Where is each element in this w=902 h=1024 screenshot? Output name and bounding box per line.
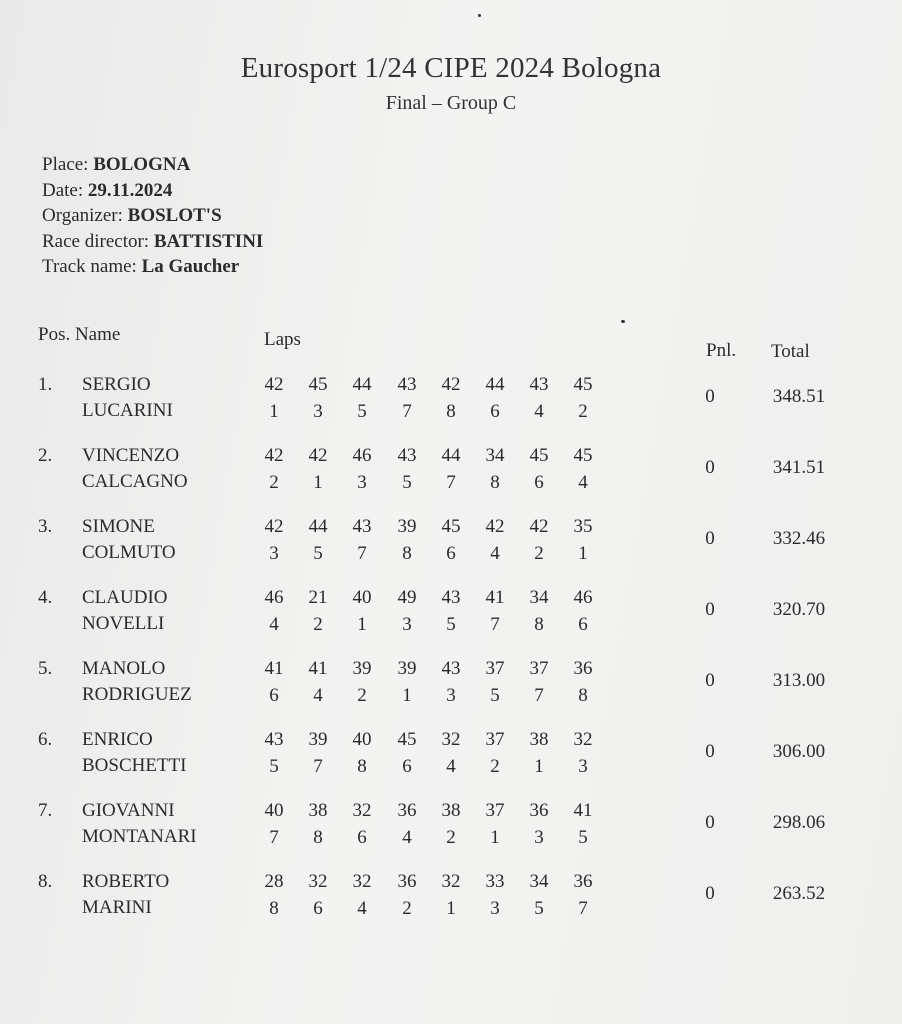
lap-count: 32 (441, 729, 461, 750)
lap-count: 34 (485, 445, 505, 466)
driver-first-name: GIOVANNI (82, 800, 175, 821)
driver-last-name: MARINI (82, 897, 152, 918)
lap-count: 42 (485, 516, 505, 537)
info-value: La Gaucher (141, 256, 240, 277)
lap-count: 44 (352, 374, 372, 395)
lane-number: 2 (402, 898, 412, 919)
lap-count: 42 (264, 374, 284, 395)
result-row (0, 587, 902, 647)
lane-number: 1 (313, 472, 323, 493)
info-organizer (42, 203, 263, 229)
lap-count: 35 (573, 516, 593, 537)
lap-count: 43 (397, 445, 417, 466)
lap-count: 45 (441, 516, 461, 537)
lane-number: 2 (578, 401, 588, 422)
lap-count: 41 (264, 658, 284, 679)
lap-count: 44 (485, 374, 505, 395)
info-label: Place: (42, 154, 94, 175)
total-score: 348.51 (772, 386, 826, 407)
total-score: 341.51 (772, 457, 826, 478)
lap-count: 45 (308, 374, 328, 395)
driver-first-name: SERGIO (82, 374, 151, 395)
column-header-pnl: Pnl. (706, 340, 737, 361)
driver-first-name: VINCENZO (82, 445, 180, 466)
lane-number: 7 (534, 685, 544, 706)
lap-count: 37 (485, 800, 505, 821)
result-row (0, 374, 902, 434)
total-score: 306.00 (772, 741, 826, 762)
info-date (42, 178, 263, 204)
driver-last-name: RODRIGUEZ (82, 684, 192, 705)
lane-number: 4 (402, 827, 412, 848)
driver-last-name: NOVELLI (82, 613, 165, 634)
race-info (42, 152, 263, 280)
lane-number: 6 (534, 472, 544, 493)
position: 8. (38, 871, 53, 892)
penalty: 0 (705, 741, 715, 762)
lap-count: 37 (485, 729, 505, 750)
lap-count: 45 (573, 445, 593, 466)
lap-count: 36 (529, 800, 549, 821)
lap-count: 36 (397, 800, 417, 821)
lap-count: 42 (529, 516, 549, 537)
result-row (0, 516, 902, 576)
lap-count: 46 (352, 445, 372, 466)
paper-speck (621, 320, 625, 323)
lap-count: 49 (397, 587, 417, 608)
lap-count: 45 (397, 729, 417, 750)
lap-count: 43 (352, 516, 372, 537)
lap-count: 36 (573, 871, 593, 892)
lap-count: 43 (264, 729, 284, 750)
lane-number: 2 (269, 472, 279, 493)
driver-first-name: ROBERTO (82, 871, 170, 892)
lane-number: 8 (313, 827, 323, 848)
penalty: 0 (705, 457, 715, 478)
driver-first-name: SIMONE (82, 516, 155, 537)
penalty: 0 (705, 528, 715, 549)
lap-count: 38 (529, 729, 549, 750)
lane-number: 7 (269, 827, 279, 848)
lane-number: 5 (269, 756, 279, 777)
lane-number: 1 (446, 898, 456, 919)
lap-count: 43 (441, 587, 461, 608)
lane-number: 1 (402, 685, 412, 706)
column-header-laps: Laps (264, 329, 301, 350)
info-track-name (42, 254, 263, 280)
driver-first-name: ENRICO (82, 729, 153, 750)
lane-number: 6 (402, 756, 412, 777)
driver-last-name: LUCARINI (82, 400, 173, 421)
lane-number: 4 (357, 898, 367, 919)
lap-count: 37 (485, 658, 505, 679)
lap-count: 34 (529, 587, 549, 608)
lane-number: 7 (490, 614, 500, 635)
lap-count: 44 (441, 445, 461, 466)
lane-number: 4 (534, 401, 544, 422)
total-score: 263.52 (772, 883, 826, 904)
lane-number: 7 (313, 756, 323, 777)
lap-count: 39 (352, 658, 372, 679)
lap-count: 32 (308, 871, 328, 892)
lane-number: 3 (269, 543, 279, 564)
lane-number: 8 (490, 472, 500, 493)
driver-last-name: COLMUTO (82, 542, 176, 563)
driver-first-name: MANOLO (82, 658, 166, 679)
lane-number: 2 (534, 543, 544, 564)
lane-number: 7 (357, 543, 367, 564)
position: 3. (38, 516, 53, 537)
page-title: Eurosport 1/24 CIPE 2024 Bologna (240, 52, 662, 84)
lane-number: 3 (446, 685, 456, 706)
lane-number: 5 (446, 614, 456, 635)
lane-number: 4 (578, 472, 588, 493)
lap-count: 41 (308, 658, 328, 679)
page-subtitle: Final – Group C (385, 92, 517, 114)
lap-count: 39 (308, 729, 328, 750)
penalty: 0 (705, 812, 715, 833)
lane-number: 1 (490, 827, 500, 848)
lane-number: 4 (313, 685, 323, 706)
position: 1. (38, 374, 53, 395)
lap-count: 40 (264, 800, 284, 821)
lap-count: 40 (352, 729, 372, 750)
lane-number: 6 (357, 827, 367, 848)
lap-count: 32 (352, 800, 372, 821)
driver-last-name: MONTANARI (82, 826, 197, 847)
position: 6. (38, 729, 53, 750)
penalty: 0 (705, 883, 715, 904)
lap-count: 39 (397, 516, 417, 537)
lane-number: 3 (490, 898, 500, 919)
position: 5. (38, 658, 53, 679)
lane-number: 7 (446, 472, 456, 493)
lap-count: 33 (485, 871, 505, 892)
lane-number: 5 (357, 401, 367, 422)
position: 7. (38, 800, 53, 821)
lane-number: 8 (269, 898, 279, 919)
lane-number: 2 (357, 685, 367, 706)
lane-number: 2 (490, 756, 500, 777)
lane-number: 5 (313, 543, 323, 564)
lane-number: 1 (578, 543, 588, 564)
lane-number: 5 (402, 472, 412, 493)
result-row (0, 658, 902, 718)
lane-number: 7 (402, 401, 412, 422)
lane-number: 5 (534, 898, 544, 919)
lane-number: 4 (269, 614, 279, 635)
info-label: Date: (42, 179, 88, 201)
total-score: 298.06 (772, 812, 826, 833)
lap-count: 42 (264, 516, 284, 537)
info-label: Organizer: (42, 205, 128, 226)
lane-number: 3 (357, 472, 367, 493)
lap-count: 38 (441, 800, 461, 821)
penalty: 0 (705, 386, 715, 407)
lane-number: 2 (446, 827, 456, 848)
info-value: BATTISTINI (153, 230, 264, 252)
lane-number: 1 (534, 756, 544, 777)
lap-count: 21 (308, 587, 328, 608)
lap-count: 43 (441, 658, 461, 679)
lap-count: 37 (529, 658, 549, 679)
lane-number: 8 (402, 543, 412, 564)
lap-count: 28 (264, 871, 284, 892)
lap-count: 38 (308, 800, 328, 821)
info-value: BOLOGNA (93, 154, 191, 175)
position: 4. (38, 587, 53, 608)
lane-number: 3 (313, 401, 323, 422)
info-race-director (42, 229, 263, 255)
position: 2. (38, 445, 53, 466)
lap-count: 44 (308, 516, 328, 537)
info-label: Track name: (42, 256, 142, 277)
lane-number: 7 (578, 898, 588, 919)
lap-count: 42 (441, 374, 461, 395)
result-row (0, 871, 902, 931)
lane-number: 8 (446, 401, 456, 422)
lap-count: 45 (573, 374, 593, 395)
lane-number: 6 (446, 543, 456, 564)
lap-count: 43 (397, 374, 417, 395)
lane-number: 4 (490, 543, 500, 564)
result-row (0, 729, 902, 789)
info-label: Race director: (42, 230, 154, 252)
lap-count: 34 (529, 871, 549, 892)
total-score: 332.46 (772, 528, 826, 549)
lane-number: 6 (490, 401, 500, 422)
info-place (42, 152, 263, 178)
total-score: 320.70 (772, 599, 826, 620)
lane-number: 5 (578, 827, 588, 848)
driver-last-name: CALCAGNO (82, 471, 188, 492)
penalty: 0 (705, 670, 715, 691)
lane-number: 3 (534, 827, 544, 848)
lane-number: 8 (578, 685, 588, 706)
driver-last-name: BOSCHETTI (82, 755, 187, 776)
driver-first-name: CLAUDIO (82, 587, 168, 608)
lap-count: 46 (573, 587, 593, 608)
lap-count: 32 (352, 871, 372, 892)
lap-count: 41 (573, 800, 593, 821)
lane-number: 8 (534, 614, 544, 635)
lap-count: 43 (529, 374, 549, 395)
lane-number: 6 (269, 685, 279, 706)
lane-number: 8 (357, 756, 367, 777)
lap-count: 39 (397, 658, 417, 679)
lap-count: 36 (397, 871, 417, 892)
column-header-pos-name: Pos. Name (38, 324, 121, 345)
lap-count: 46 (264, 587, 284, 608)
lane-number: 6 (313, 898, 323, 919)
lap-count: 32 (441, 871, 461, 892)
total-score: 313.00 (772, 670, 826, 691)
info-value: BOSLOT'S (127, 205, 222, 226)
lap-count: 41 (485, 587, 505, 608)
lane-number: 5 (490, 685, 500, 706)
lap-count: 40 (352, 587, 372, 608)
lap-count: 45 (529, 445, 549, 466)
column-header-total: Total (771, 341, 810, 362)
lane-number: 1 (269, 401, 279, 422)
paper-speck (478, 14, 481, 17)
penalty: 0 (705, 599, 715, 620)
lane-number: 6 (578, 614, 588, 635)
lap-count: 42 (308, 445, 328, 466)
lane-number: 3 (578, 756, 588, 777)
info-value: 29.11.2024 (87, 179, 173, 201)
lap-count: 36 (573, 658, 593, 679)
lane-number: 2 (313, 614, 323, 635)
result-row (0, 800, 902, 860)
lane-number: 4 (446, 756, 456, 777)
result-row (0, 445, 902, 505)
lane-number: 1 (357, 614, 367, 635)
lane-number: 3 (402, 614, 412, 635)
lap-count: 32 (573, 729, 593, 750)
lap-count: 42 (264, 445, 284, 466)
